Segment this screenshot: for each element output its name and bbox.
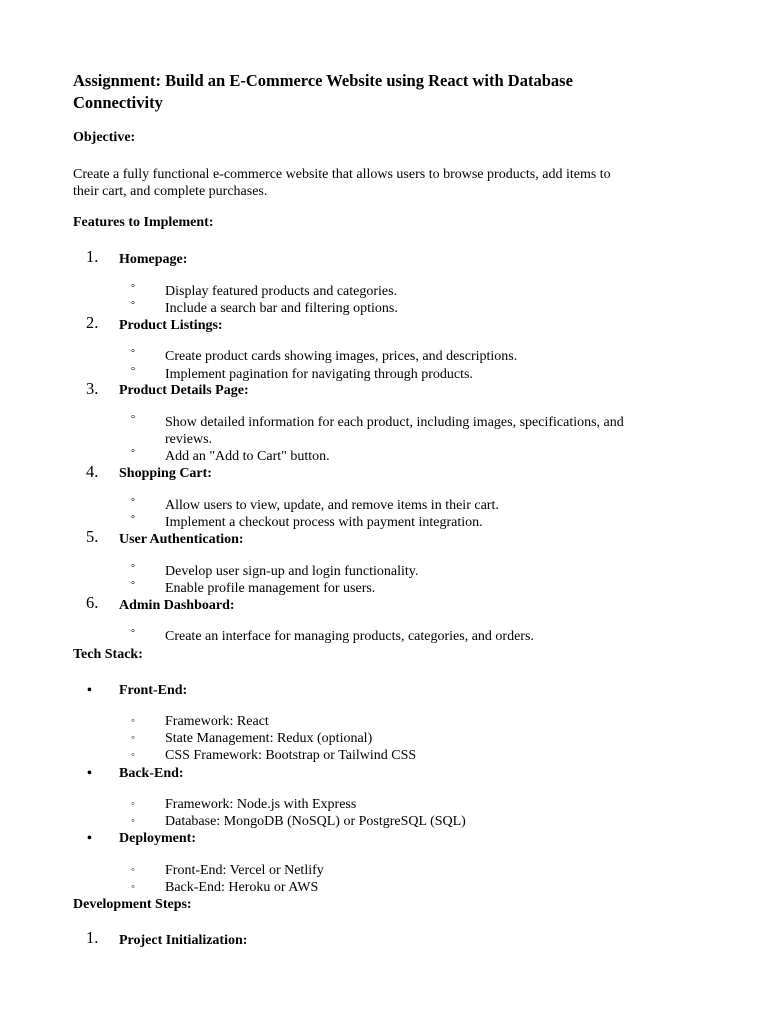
feature-label-product-listings: Product Listings:: [119, 318, 223, 333]
feature-number: 2.: [86, 313, 99, 332]
objective-text-line-1: Create a fully functional e-commerce website that allows users to browse products, add items to: [73, 167, 611, 182]
development-steps-heading: Development Steps:: [73, 897, 192, 912]
feature-bullet-text: Develop user sign-up and login functionality.: [165, 564, 419, 579]
sub-bullet: °: [131, 497, 135, 508]
feature-number: 3.: [86, 379, 99, 398]
feature-number: 4.: [86, 462, 99, 481]
tech-item-text: State Management: Redux (optional): [165, 731, 373, 746]
sub-bullet: °: [131, 580, 135, 591]
tech-label-deployment: Deployment:: [119, 831, 196, 846]
sub-bullet: °: [131, 628, 135, 639]
objective-heading: Objective:: [73, 130, 136, 145]
feature-bullet-text: Implement a checkout process with payment integration.: [165, 515, 483, 530]
feature-bullet-text: Create product cards showing images, prices, and descriptions.: [165, 349, 518, 364]
tech-bullet: •: [87, 766, 92, 781]
sub-bullet: °: [131, 448, 135, 459]
tech-item-text: Front-End: Vercel or Netlify: [165, 863, 324, 878]
tech-sub-bullet: ◦: [131, 749, 135, 761]
feature-bullet-text: Add an "Add to Cart" button.: [165, 449, 330, 464]
tech-bullet: •: [87, 683, 92, 698]
tech-sub-bullet: ◦: [131, 732, 135, 744]
dev-step-label-project-initialization: Project Initialization:: [119, 933, 248, 948]
feature-bullet-text: Enable profile management for users.: [165, 581, 376, 596]
feature-bullet-text: Include a search bar and filtering options.: [165, 301, 398, 316]
tech-sub-bullet: ◦: [131, 815, 135, 827]
sub-bullet: °: [131, 300, 135, 311]
feature-bullet-text: Display featured products and categories.: [165, 284, 398, 299]
feature-number: 1.: [86, 247, 99, 266]
tech-label-front-end: Front-End:: [119, 683, 188, 698]
feature-label-admin-dashboard: Admin Dashboard:: [119, 598, 235, 613]
sub-bullet: °: [131, 514, 135, 525]
feature-label-product-details-page: Product Details Page:: [119, 383, 249, 398]
sub-bullet: °: [131, 283, 135, 294]
tech-sub-bullet: ◦: [131, 881, 135, 893]
tech-item-text: Database: MongoDB (NoSQL) or PostgreSQL (SQL): [165, 814, 466, 829]
feature-number: 5.: [86, 527, 99, 546]
sub-bullet: °: [131, 366, 135, 377]
document-title-line-1: Assignment: Build an E-Commerce Website using React with Database: [73, 71, 573, 90]
features-heading: Features to Implement:: [73, 215, 214, 230]
tech-sub-bullet: ◦: [131, 798, 135, 810]
tech-label-back-end: Back-End:: [119, 766, 184, 781]
sub-bullet: °: [131, 414, 135, 425]
tech-item-text: Framework: Node.js with Express: [165, 797, 357, 812]
feature-bullet-text-continued: reviews.: [165, 432, 213, 447]
feature-label-user-authentication: User Authentication:: [119, 532, 244, 547]
feature-bullet-text: Allow users to view, update, and remove items in their cart.: [165, 498, 499, 513]
document-title-line-2: Connectivity: [73, 93, 163, 112]
feature-number: 6.: [86, 593, 99, 612]
feature-label-shopping-cart: Shopping Cart:: [119, 466, 212, 481]
tech-bullet: •: [87, 831, 92, 846]
tech-item-text: CSS Framework: Bootstrap or Tailwind CSS: [165, 748, 417, 763]
tech-sub-bullet: ◦: [131, 864, 135, 876]
sub-bullet: °: [131, 348, 135, 359]
tech-stack-heading: Tech Stack:: [73, 647, 143, 662]
objective-text-line-2: their cart, and complete purchases.: [73, 184, 268, 199]
tech-item-text: Back-End: Heroku or AWS: [165, 880, 319, 895]
feature-label-homepage: Homepage:: [119, 252, 188, 267]
feature-bullet-text: Show detailed information for each product, including images, specifications, and: [165, 415, 624, 430]
feature-bullet-text: Implement pagination for navigating through products.: [165, 367, 473, 382]
feature-bullet-text: Create an interface for managing products, categories, and orders.: [165, 629, 534, 644]
tech-item-text: Framework: React: [165, 714, 269, 729]
dev-step-number: 1.: [86, 928, 99, 947]
sub-bullet: °: [131, 563, 135, 574]
tech-sub-bullet: ◦: [131, 715, 135, 727]
